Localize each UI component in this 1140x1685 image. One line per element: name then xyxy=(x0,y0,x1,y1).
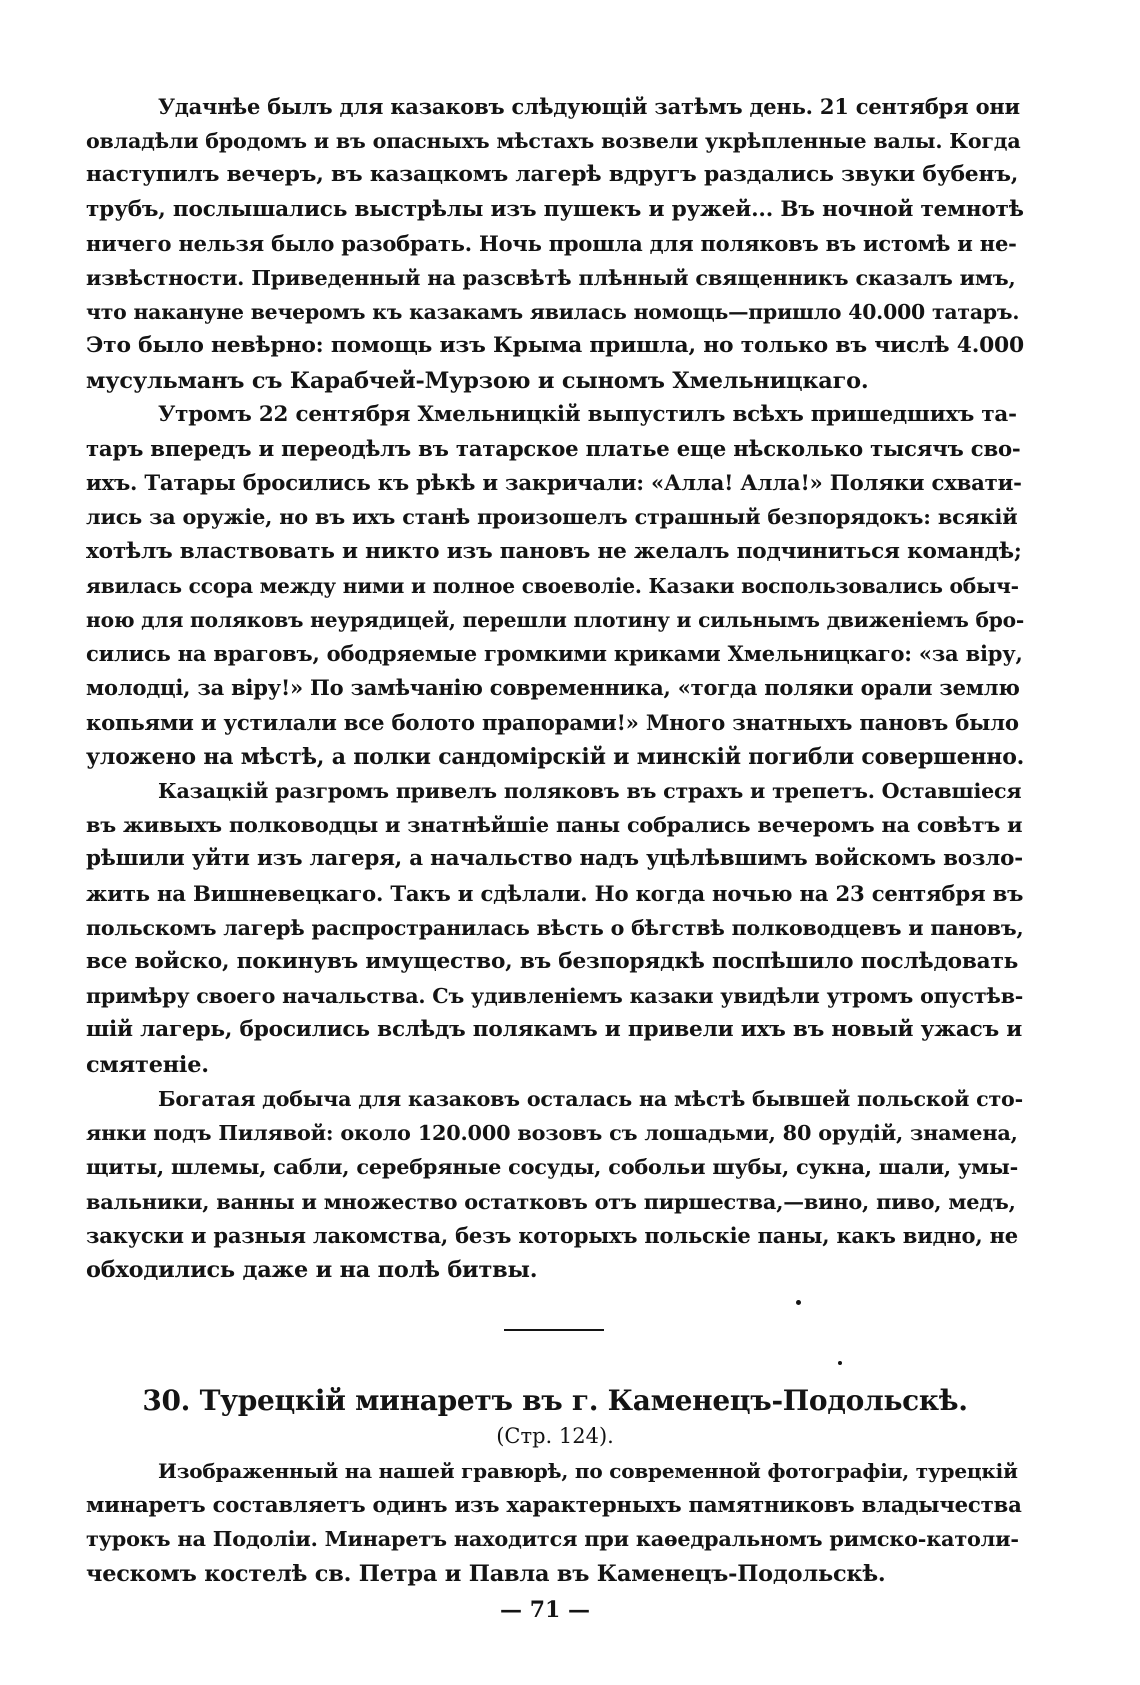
text-line: Богатая добыча для казаковъ осталась на мѣстѣ бывшей польской сто- xyxy=(158,1086,1023,1111)
text-line: закуски и разныя лакомства, безъ которыхъ польскіе паны, какъ видно, не xyxy=(86,1222,1018,1248)
text-line: примѣру своего начальства. Съ удивленіемъ казаки увидѣли утромъ опустѣв- xyxy=(86,984,1024,1009)
text-line: мусульманъ съ Карабчей-Мурзою и сыномъ Хмельницкаго. xyxy=(86,367,869,394)
text-line: копьями и устилали все болото прапорами!» Много знатныхъ пановъ было xyxy=(86,709,1019,735)
text-line: ничего нельзя было разобрать. Ночь прошла для поляковъ въ истомѣ и не- xyxy=(86,230,1017,256)
text-line: извѣстности. Приведенный на разсвѣтѣ плѣнный священникъ сказалъ имъ, xyxy=(86,265,1016,291)
text-line: хотѣлъ властвовать и никто изъ пановъ не желалъ подчиниться командѣ; xyxy=(86,538,1022,564)
text-line: Казацкій разгромъ привелъ поляковъ въ страхъ и трепетъ. Оставшіеся xyxy=(158,779,1022,804)
text-line: вальники, ванны и множество остатковъ отъ пиршества,—вино, пиво, медъ, xyxy=(86,1188,1016,1214)
text-line: явилась ссора между ними и полное своеволіе. Казаки воспользовались обыч- xyxy=(86,573,1019,598)
text-line: наступилъ вечеръ, въ казацкомъ лагерѣ вдругъ раздались звуки бубенъ, xyxy=(86,162,1019,188)
text-line: ихъ. Татары бросились къ рѣкѣ и закричали: «Алла! Алла!» Поляки схвати- xyxy=(86,470,1022,496)
text-line: уложено на мѣстѣ, а полки сандомірскій и минскій погибли совершенно. xyxy=(86,743,1025,770)
page-number: — 71 — xyxy=(500,1597,590,1623)
text-line: щиты, шлемы, сабли, серебряные сосуды, собольи шубы, сукна, шали, умы- xyxy=(86,1154,1019,1180)
text-line: Это было невѣрно: помощь изъ Крыма пришла, но только въ числѣ 4.000 xyxy=(86,333,1024,359)
text-line: овладѣли бродомъ и въ опасныхъ мѣстахъ возвели укрѣпленные валы. Когда xyxy=(86,129,1021,154)
paragraph xyxy=(86,1454,1024,1591)
main-text xyxy=(86,90,1024,1287)
text-line: ною для поляковъ неурядицей, перешли плотину и сильнымъ движеніемъ бро- xyxy=(86,608,1025,633)
page-reference: (Стр. 124). xyxy=(496,1424,614,1448)
ink-speck xyxy=(838,1361,842,1365)
section-text xyxy=(86,1454,1024,1591)
section-divider xyxy=(504,1329,604,1331)
paragraph xyxy=(86,774,1024,1082)
text-line: что накануне вечеромъ къ казакамъ явилась номощь—пришло 40.000 татаръ. xyxy=(86,300,1020,325)
text-line: молодці, за віру!» По замѣчанію современника, «тогда поляки орали землю xyxy=(86,675,1020,701)
text-line: янки подъ Пилявой: около 120.000 возовъ съ лошадьми, 80 орудій, знамена, xyxy=(86,1120,1018,1146)
text-line: Изображенный на нашей гравюрѣ, по современной фотографіи, турецкій xyxy=(158,1459,1018,1483)
text-line: шій лагерь, бросились вслѣдъ полякамъ и привели ихъ въ новый ужасъ и xyxy=(86,1017,1023,1043)
text-line: смятеніе. xyxy=(86,1051,209,1078)
text-line: Утромъ 22 сентября Хмельницкій выпустилъ всѣхъ пришедшихъ та- xyxy=(158,401,1017,427)
text-line: все войско, покинувъ имущество, въ безпорядкѣ поспѣшило послѣдовать xyxy=(86,949,1019,975)
text-line: турокъ на Подоліи. Минаретъ находится при каѳедральномъ римско-католи- xyxy=(86,1526,1019,1552)
text-line: сились на враговъ, ободряемые громкими криками Хмельницкаго: «за віру, xyxy=(86,641,1023,667)
text-line: минаретъ составляетъ одинъ изъ характерныхъ памятниковъ владычества xyxy=(86,1492,1022,1518)
paragraph xyxy=(86,90,1024,398)
text-line: ческомъ костелѣ св. Петра и Павла въ Каменецъ-Подольскѣ. xyxy=(86,1560,886,1587)
text-line: обходились даже и на полѣ битвы. xyxy=(86,1256,538,1283)
text-line: жить на Вишневецкаго. Такъ и сдѣлали. Но когда ночью на 23 сентября въ xyxy=(86,880,1024,906)
text-line: лись за оружіе, но въ ихъ станѣ произошелъ страшный безпорядокъ: всякій xyxy=(86,504,1018,530)
text-line: таръ впередъ и переодѣлъ въ татарское платье еще нѣсколько тысячъ сво- xyxy=(86,436,1021,462)
paragraph xyxy=(86,1082,1024,1287)
text-line: въ живыхъ полководцы и знатнѣйшіе паны собрались вечеромъ на совѣтъ и xyxy=(86,812,1023,838)
text-line: польскомъ лагерѣ распространилась вѣсть о бѣгствѣ полководцевъ и пановъ, xyxy=(86,915,1024,940)
text-line: рѣшили уйти изъ лагеря, а начальство надъ уцѣлѣвшимъ войскомъ возло- xyxy=(86,846,1023,872)
ink-speck xyxy=(796,1300,801,1305)
text-line: Удачнѣе былъ для казаковъ слѣдующій затѣмъ день. 21 сентября они xyxy=(158,94,1020,119)
text-line: трубъ, послышались выстрѣлы изъ пушекъ и ружей... Въ ночной темнотѣ xyxy=(86,196,1024,222)
section-title: 30. Турецкій минаретъ въ г. Каменецъ-Подольскѣ. xyxy=(142,1384,968,1417)
paragraph xyxy=(86,398,1024,774)
